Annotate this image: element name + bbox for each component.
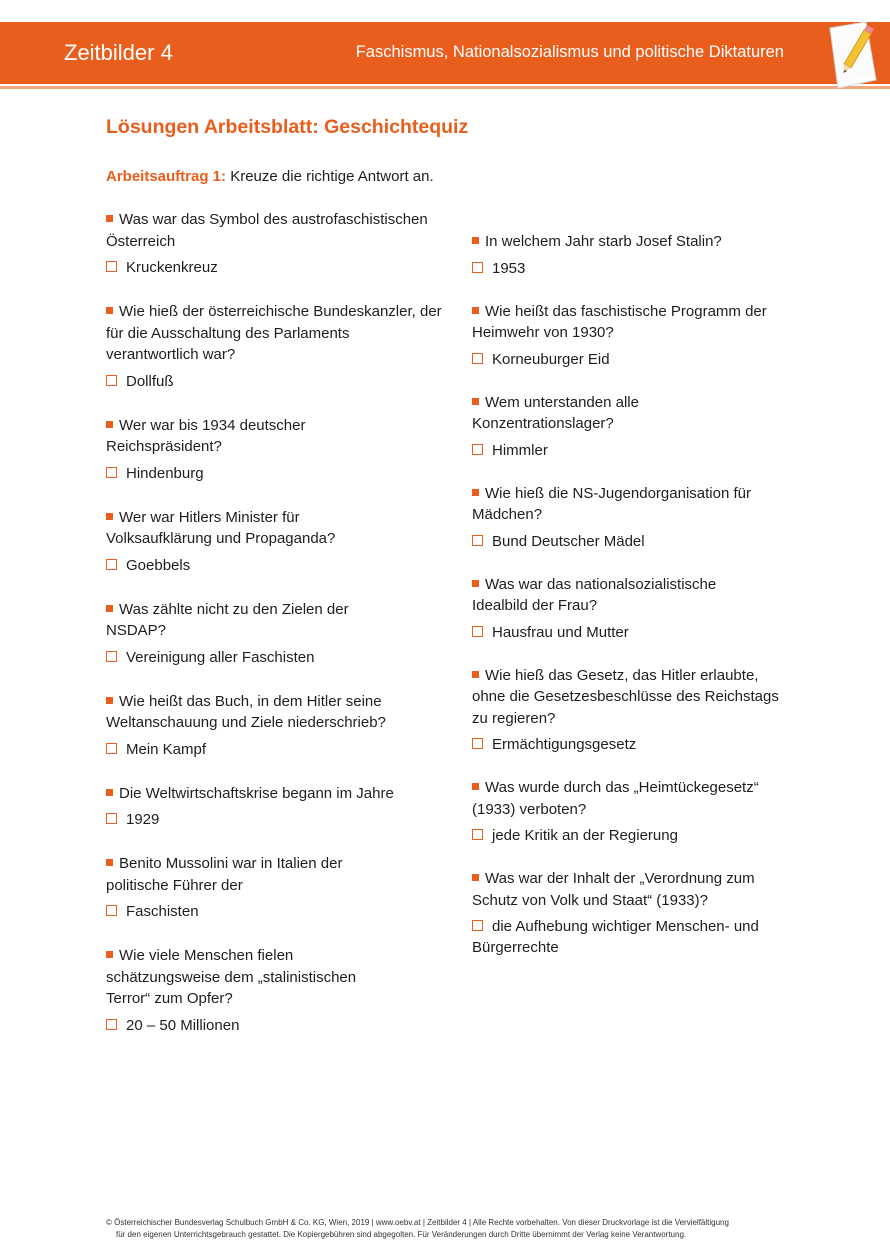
pencil-note-icon [822,20,880,92]
quiz-item [472,665,792,756]
answer: 1953 [472,258,792,279]
answer: Hindenburg [106,463,446,484]
question: Was zählte nicht zu den Zielen der NSDAP? [106,600,349,639]
square-bullet-icon [472,398,479,405]
chapter-subtitle: Faschismus, Nationalsozialismus und politische Diktaturen [355,43,784,61]
question: Wer war Hitlers Minister für Volksaufklärung und Propaganda? [106,508,336,547]
answer: Hausfrau und Mutter [472,622,792,643]
question: Was war das Symbol des austrofaschistischen Österreich [106,211,428,250]
quiz-item [106,209,446,278]
square-bullet-icon [472,580,479,587]
quiz-item [106,853,446,922]
answer: jede Kritik an der Regierung [472,825,792,846]
question: Was war der Inhalt der „Verordnung zum Schutz von Volk und Staat“ (1933)? [472,870,755,909]
question: Wie viele Menschen fielen schätzungsweise dem „stalinistischen Terror“ zum Opfer? [106,947,357,1007]
quiz-item [472,231,792,279]
checkbox-icon[interactable] [472,353,483,364]
checkbox-icon[interactable] [472,444,483,455]
header-divider [0,86,890,89]
square-bullet-icon [106,421,113,428]
quiz-item [472,483,792,552]
answer: die Aufhebung wichtiger Menschen- und Bürgerrechte [472,918,759,956]
checkbox-icon[interactable] [472,738,483,749]
checkbox-icon[interactable] [472,920,483,931]
quiz-item [472,868,792,958]
checkbox-icon[interactable] [106,467,117,478]
square-bullet-icon [106,789,113,796]
answer: Mein Kampf [106,739,446,760]
question: Wie heißt das faschistische Programm der Heimwehr von 1930? [472,302,767,341]
quiz-item [106,301,446,392]
answer: 1929 [106,809,446,830]
question: Wie heißt das Buch, in dem Hitler seine Weltanschauung und Ziele niederschrieb? [106,692,386,731]
answer: Vereinigung aller Faschisten [106,647,446,668]
question: Wer war bis 1934 deutscher Reichspräsident? [106,416,306,455]
quiz-item [106,507,446,576]
quiz-item [106,783,446,831]
task-label: Arbeitsauftrag 1: [106,168,227,185]
square-bullet-icon [472,671,479,678]
copyright-footer [106,1217,786,1240]
footer-line-2: für den eigenen Unterrichtsgebrauch gestattet. Die Kopiergebühren sind abgegolten. Für Veränderungen durch Dritte übernimmt der Verlag keine Verantwortung. [116,1229,687,1239]
square-bullet-icon [472,307,479,314]
square-bullet-icon [106,697,113,704]
checkbox-icon[interactable] [106,743,117,754]
question: In welchem Jahr starb Josef Stalin? [472,231,792,253]
square-bullet-icon [472,783,479,790]
square-bullet-icon [106,951,113,958]
answer: 20 – 50 Millionen [106,1015,446,1036]
square-bullet-icon [106,859,113,866]
checkbox-icon[interactable] [106,375,117,386]
quiz-item [472,777,792,846]
square-bullet-icon [472,489,479,496]
square-bullet-icon [472,874,479,881]
checkbox-icon[interactable] [472,262,483,273]
quiz-item [106,945,446,1036]
question: Wie hieß der österreichische Bundeskanzler, der für die Ausschaltung des Parlaments verantwortlich war? [106,303,442,363]
question: Was wurde durch das „Heimtückegesetz“ (1933) verboten? [472,779,759,818]
quiz-item [106,415,446,484]
answer: Bund Deutscher Mädel [472,531,792,552]
square-bullet-icon [106,215,113,222]
checkbox-icon[interactable] [106,651,117,662]
page-title: Lösungen Arbeitsblatt: Geschichtequiz [106,116,469,138]
question: Wem unterstanden alle Konzentrationslager? [472,393,639,432]
checkbox-icon[interactable] [472,535,483,546]
square-bullet-icon [106,513,113,520]
answer: Ermächtigungsgesetz [472,734,792,755]
answer: Dollfuß [106,371,446,392]
answer: Korneuburger Eid [472,349,792,370]
answer: Faschisten [106,901,446,922]
checkbox-icon[interactable] [106,905,117,916]
checkbox-icon[interactable] [472,829,483,840]
quiz-item [472,574,792,643]
question-column-left [106,209,446,1059]
question: Benito Mussolini war in Italien der politische Führer der [106,855,343,894]
checkbox-icon[interactable] [106,559,117,570]
checkbox-icon[interactable] [106,261,117,272]
task-instruction [106,168,434,185]
quiz-item [106,691,446,760]
square-bullet-icon [106,307,113,314]
quiz-item [472,392,792,461]
question: Wie hieß die NS-Jugendorganisation für Mädchen? [472,484,751,523]
checkbox-icon[interactable] [106,1019,117,1030]
answer: Himmler [472,440,792,461]
quiz-item [472,301,792,370]
square-bullet-icon [106,605,113,612]
quiz-item [106,599,446,668]
checkbox-icon[interactable] [106,813,117,824]
answer: Goebbels [106,555,446,576]
checkbox-icon[interactable] [472,626,483,637]
question: Was war das nationalsozialistische Idealbild der Frau? [472,575,717,614]
square-bullet-icon [472,237,479,244]
book-title: Zeitbilder 4 [64,40,173,65]
footer-line-1: © Österreichischer Bundesverlag Schulbuch GmbH & Co. KG, Wien, 2019 | www.oebv.at | Zeitbilder 4 | Alle Rechte vorbehalten. Von dieser Druckvorlage ist die Vervielfältigung [106,1218,729,1227]
question-column-right [472,231,792,980]
question: Wie hieß das Gesetz, das Hitler erlaubte, ohne die Gesetzesbeschlüsse des Reichstags zu regieren? [472,666,779,727]
question: Die Weltwirtschaftskrise begann im Jahre [106,783,446,805]
answer: Kruckenkreuz [106,257,446,278]
task-text: Kreuze die richtige Antwort an. [226,168,434,185]
